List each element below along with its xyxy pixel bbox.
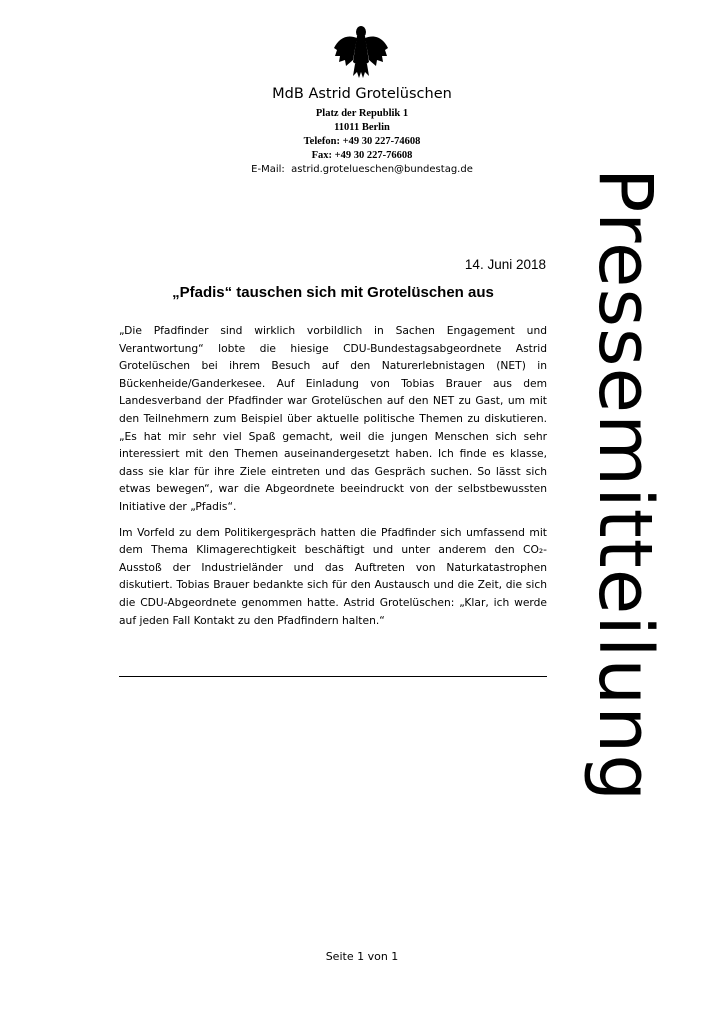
address-city: 11011 Berlin	[334, 122, 390, 133]
email-label: E-Mail:	[251, 164, 285, 175]
paragraph: Im Vorfeld zu dem Politikergespräch hatten die Pfadfinder sich umfassend mit dem Thema Klimagerechtigkeit beschäftigt und unter anderem den CO₂-Ausstoß der Industrieländer und das Auftreten von Naturkatastrophen diskutiert. Tobias Brauer bedankte sich für den Austausch und die Zeit, die sich die CDU-Abgeordnete genommen hatte. Astrid Grotelüschen: „Klar, ich werde auf jeden Fall Kontakt zu den Pfadfindern halten.“	[119, 525, 547, 627]
email-line	[180, 164, 544, 175]
document-title: „Pfadis“ tauschen sich mit Grotelüschen aus	[172, 284, 494, 301]
document-body	[119, 322, 547, 637]
side-label-container	[565, 105, 685, 865]
address-street: Platz der Republik 1	[315, 108, 409, 119]
side-label-pressemitteilung: Pressemitteilung	[582, 167, 668, 803]
federal-eagle-icon	[331, 22, 391, 82]
horizontal-divider	[119, 676, 547, 677]
phone-number: Telefon: +49 30 227-74608	[303, 136, 421, 147]
paragraph: „Die Pfadfinder sind wirklich vorbildlich in Sachen Engagement und Verantwortung“ lobte die hiesige CDU-Bundestagsabgeordnete Astrid Grotelüschen bei ihrem Besuch auf den Naturerlebnistagen (NET) in Bückenheide/Ganderkesee. Auf Einladung von Tobias Brauer aus dem Landesverband der Pfadfinder war Grotelüschen auf den NET zu Gast, um mit den Teilnehmern zum Beispiel über aktuelle politische Themen zu diskutieren. „Es hat mir sehr viel Spaß gemacht, weil die jungen Menschen sich sehr interessiert mit den Themen auseinandergesetzt haben. Ich finde es klasse, dass sie klar für ihre Ziele eintreten und das Gespräch suchen. So lässt sich etwas bewegen“, war die Abgeordnete beeindruckt von der selbstbewussten Initiative der „Pfadis“.	[119, 324, 547, 513]
page-footer: Seite 1 von 1	[325, 950, 399, 963]
document-date: 14. Juni 2018	[464, 257, 546, 272]
email-address: astrid.grotelueschen@bundestag.de	[291, 164, 473, 175]
fax-number: Fax: +49 30 227-76608	[311, 150, 413, 161]
sender-name: MdB Astrid Grotelüschen	[272, 86, 452, 102]
